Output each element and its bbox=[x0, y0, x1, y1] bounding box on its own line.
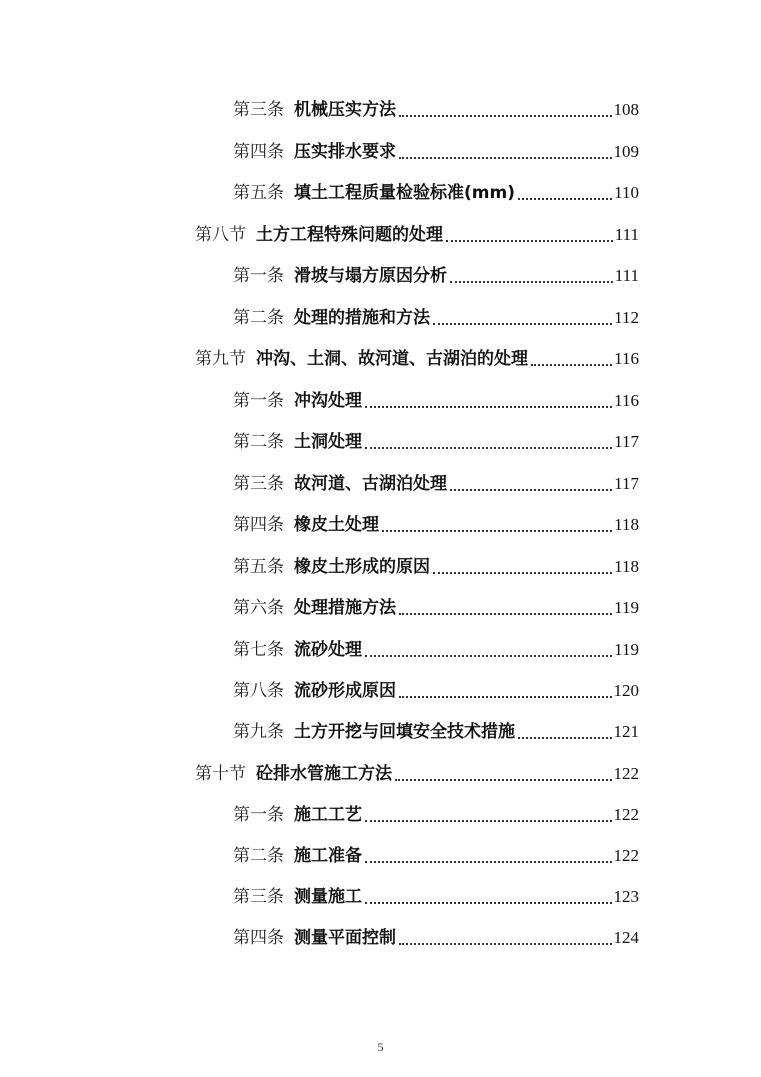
toc-entry-page: 120 bbox=[613, 681, 639, 700]
toc-entry-title: 填土工程质量检验标准(mm) bbox=[294, 183, 515, 203]
toc-entry-page: 124 bbox=[613, 928, 639, 947]
toc-entry-title: 处理措施方法 bbox=[294, 598, 396, 618]
toc-entry-number: 第八条 bbox=[233, 681, 284, 701]
toc-entry-number: 第九节 bbox=[195, 349, 246, 369]
toc-entry-number: 第四条 bbox=[233, 515, 284, 535]
toc-entry[interactable] bbox=[233, 802, 639, 828]
toc-entry[interactable] bbox=[233, 719, 639, 745]
toc-entry-number: 第五条 bbox=[233, 557, 284, 577]
toc-dot-leader bbox=[433, 572, 612, 574]
toc-entry[interactable] bbox=[233, 925, 639, 951]
toc-entry-title: 砼排水管施工方法 bbox=[256, 764, 392, 784]
toc-entry-number: 第一条 bbox=[233, 266, 284, 286]
toc-dot-leader bbox=[450, 489, 612, 491]
toc-entry-title: 橡皮土形成的原因 bbox=[294, 557, 430, 577]
toc-dot-leader bbox=[365, 406, 612, 408]
toc-entry[interactable] bbox=[233, 554, 639, 580]
toc-entry-number: 第二条 bbox=[233, 846, 284, 866]
toc-entry-title: 压实排水要求 bbox=[294, 142, 396, 162]
toc-entry-title: 土方工程特殊问题的处理 bbox=[256, 225, 443, 245]
toc-entry-page: 116 bbox=[614, 349, 639, 368]
toc-dot-leader bbox=[518, 198, 612, 200]
toc-dot-leader bbox=[531, 364, 612, 366]
toc-entry-page: 122 bbox=[613, 764, 639, 783]
toc-entry[interactable] bbox=[233, 843, 639, 869]
toc-entry-page: 117 bbox=[614, 474, 639, 493]
toc-entry[interactable] bbox=[233, 678, 639, 704]
toc-entry-number: 第三条 bbox=[233, 887, 284, 907]
toc-entry[interactable] bbox=[233, 471, 639, 497]
toc-entry-title: 施工准备 bbox=[294, 846, 362, 866]
toc-entry-number: 第二条 bbox=[233, 432, 284, 452]
toc-entry-title: 冲沟、土洞、故河道、古湖泊的处理 bbox=[256, 349, 528, 369]
toc-entry[interactable] bbox=[233, 97, 639, 123]
toc-entry-number: 第五条 bbox=[233, 183, 284, 203]
toc-dot-leader bbox=[399, 157, 612, 159]
toc-entry[interactable] bbox=[233, 637, 639, 663]
toc-entry-number: 第一条 bbox=[233, 805, 284, 825]
toc-entry[interactable] bbox=[233, 388, 639, 414]
toc-entry-title: 土方开挖与回填安全技术措施 bbox=[294, 722, 515, 742]
toc-entry-number: 第三条 bbox=[233, 474, 284, 494]
toc-entry-number: 第三条 bbox=[233, 100, 284, 120]
toc-dot-leader bbox=[399, 696, 612, 698]
page-number: 5 bbox=[377, 1040, 384, 1054]
toc-entry-page: 118 bbox=[614, 515, 639, 534]
toc-entry-page: 110 bbox=[614, 183, 639, 202]
toc-entry-title: 流砂处理 bbox=[294, 640, 362, 660]
toc-dot-leader bbox=[382, 530, 612, 532]
toc-dot-leader bbox=[399, 115, 612, 117]
toc-dot-leader bbox=[450, 281, 613, 283]
toc-entry-title: 机械压实方法 bbox=[294, 100, 396, 120]
toc-entry-title: 测量平面控制 bbox=[294, 928, 396, 948]
toc-entry-number: 第四条 bbox=[233, 928, 284, 948]
toc-entry-page: 122 bbox=[613, 805, 639, 824]
toc-entry[interactable] bbox=[233, 305, 639, 331]
toc-entry-page: 109 bbox=[613, 142, 639, 161]
toc-dot-leader bbox=[446, 240, 613, 242]
toc-entry-title: 测量施工 bbox=[294, 887, 362, 907]
toc-dot-leader bbox=[365, 902, 612, 904]
toc-entry-title: 橡皮土处理 bbox=[294, 515, 379, 535]
toc-entry-number: 第四条 bbox=[233, 142, 284, 162]
toc-entry-section[interactable] bbox=[195, 346, 639, 372]
toc-dot-leader bbox=[365, 655, 612, 657]
toc-dot-leader bbox=[365, 861, 612, 863]
toc-entry-section[interactable] bbox=[195, 222, 639, 248]
toc-entry-page: 123 bbox=[613, 887, 639, 906]
toc-entry-section[interactable] bbox=[195, 761, 639, 787]
toc-entry-title: 施工工艺 bbox=[294, 805, 362, 825]
toc-dot-leader bbox=[399, 613, 612, 615]
toc-entry-page: 119 bbox=[614, 640, 639, 659]
toc-entry[interactable] bbox=[233, 512, 639, 538]
toc-entry-page: 118 bbox=[614, 557, 639, 576]
toc-entry[interactable] bbox=[233, 595, 639, 621]
toc-entry-title: 滑坡与塌方原因分析 bbox=[294, 266, 447, 286]
toc-entry-number: 第七条 bbox=[233, 640, 284, 660]
toc-entry-title: 处理的措施和方法 bbox=[294, 308, 430, 328]
toc-dot-leader bbox=[399, 943, 612, 945]
toc-entry-page: 111 bbox=[614, 225, 639, 244]
toc-entry-page: 111 bbox=[614, 266, 639, 285]
toc-entry-title: 流砂形成原因 bbox=[294, 681, 396, 701]
toc-entry-number: 第二条 bbox=[233, 308, 284, 328]
toc-dot-leader bbox=[365, 820, 612, 822]
toc-entry-number: 第六条 bbox=[233, 598, 284, 618]
toc-entry[interactable] bbox=[233, 139, 639, 165]
toc-dot-leader bbox=[395, 779, 612, 781]
toc-entry-page: 121 bbox=[613, 722, 639, 741]
toc-entry[interactable] bbox=[233, 884, 639, 910]
toc-entry-number: 第一条 bbox=[233, 391, 284, 411]
toc-dot-leader bbox=[365, 447, 612, 449]
toc-entry-title: 土洞处理 bbox=[294, 432, 362, 452]
toc-entry-title: 故河道、古湖泊处理 bbox=[294, 474, 447, 494]
toc-entry-number: 第十节 bbox=[195, 764, 246, 784]
toc-entry-page: 119 bbox=[614, 598, 639, 617]
toc-entry[interactable] bbox=[233, 180, 639, 206]
toc-entry-number: 第八节 bbox=[195, 225, 246, 245]
toc-entry-title: 冲沟处理 bbox=[294, 391, 362, 411]
toc-entry-page: 117 bbox=[614, 432, 639, 451]
toc-entry-number: 第九条 bbox=[233, 722, 284, 742]
toc-entry-page: 108 bbox=[613, 100, 639, 119]
toc-dot-leader bbox=[433, 323, 612, 325]
toc-entry-page: 116 bbox=[614, 391, 639, 410]
toc-dot-leader bbox=[518, 737, 612, 739]
toc-entry-page: 112 bbox=[614, 308, 639, 327]
toc-entry[interactable] bbox=[233, 429, 639, 455]
toc-entry-page: 122 bbox=[613, 846, 639, 865]
toc-entry[interactable] bbox=[233, 263, 639, 289]
